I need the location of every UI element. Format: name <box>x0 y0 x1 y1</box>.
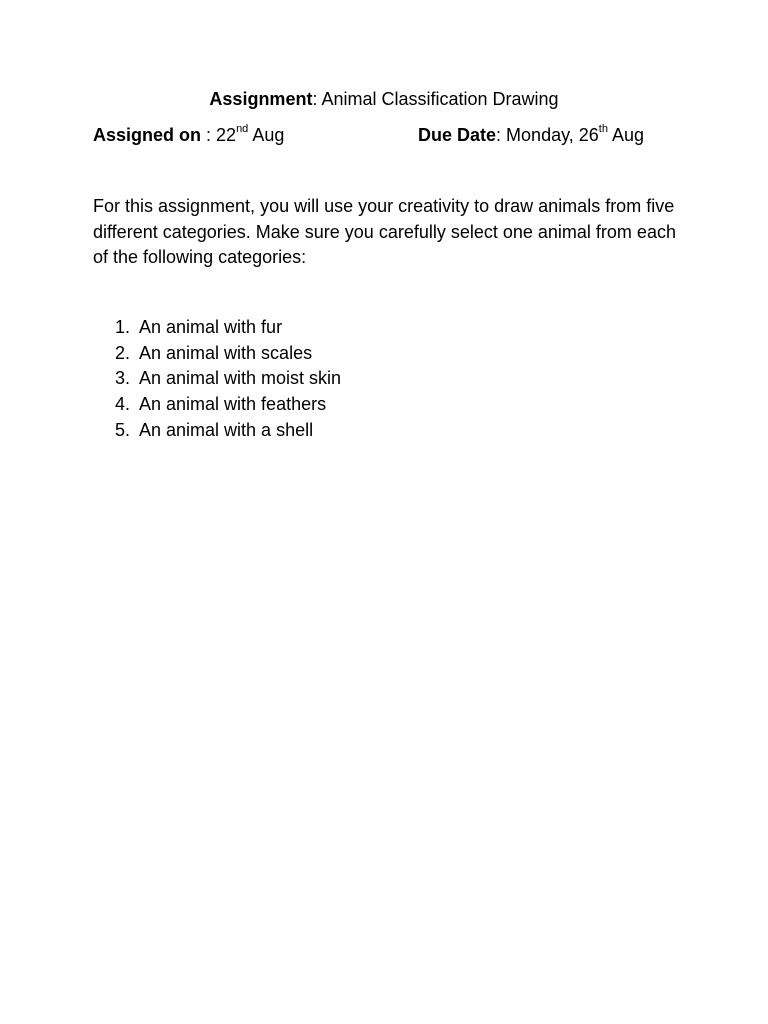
due-date-line <box>418 123 644 147</box>
list-item <box>93 315 341 341</box>
list-item-text: An animal with feathers <box>139 394 327 415</box>
list-item <box>93 366 341 392</box>
assigned-on-line <box>93 123 284 147</box>
list-item-number: 2. <box>115 342 131 363</box>
due-date-day-suffix: th <box>598 123 608 135</box>
due-date-month: Aug <box>607 125 645 145</box>
due-date-weekday-day: Monday, 26 <box>506 125 599 145</box>
list-item-text: An animal with fur <box>139 317 283 337</box>
intro-paragraph: For this assignment, you will use your creativity to draw animals from five different categories. Make sure you carefully select one animal from each of the following categories: <box>93 196 676 267</box>
due-date-label: Due Date <box>418 125 497 145</box>
category-list <box>93 315 341 444</box>
assigned-on-label: Assigned on <box>93 125 207 145</box>
list-item <box>93 418 341 444</box>
assigned-on-day-suffix: nd <box>236 123 249 135</box>
list-item-text: An animal with moist skin <box>139 368 342 389</box>
assignment-title <box>0 87 768 111</box>
list-item-text: An animal with a shell <box>139 419 314 440</box>
assignment-title-label: Assignment <box>209 89 313 109</box>
assigned-on-month: Aug <box>248 125 285 145</box>
assigned-on-separator: : <box>206 125 217 145</box>
assigned-on-day: 22 <box>216 125 237 145</box>
list-item-number: 1. <box>115 317 131 337</box>
list-item-number: 4. <box>115 394 131 415</box>
list-item-number: 5. <box>115 419 131 440</box>
assignment-title-separator: : <box>312 89 322 109</box>
assignment-title-text: Animal Classification Drawing <box>321 89 559 109</box>
list-item <box>93 341 341 367</box>
list-item-text: An animal with scales <box>139 342 313 363</box>
list-item-number: 3. <box>115 368 131 389</box>
list-item <box>93 392 341 418</box>
due-date-separator: : <box>496 125 507 145</box>
